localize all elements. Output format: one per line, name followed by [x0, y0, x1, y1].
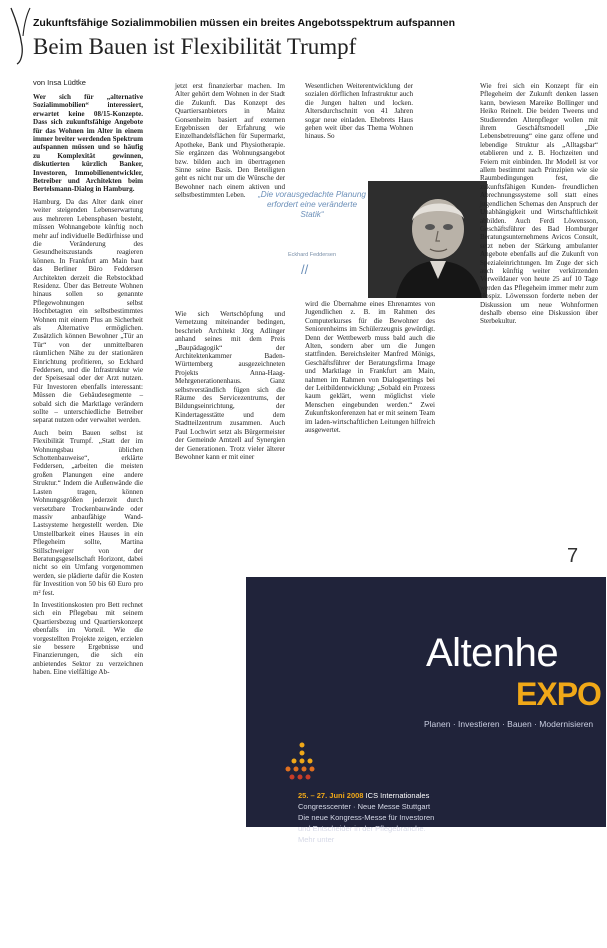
body-paragraph: In Investitionskosten pro Bett rechnet sich ein Pflegebau mit seinem Quartiersbezug und Quartierskonzept ebenfalls im Vorteil. Wie die vorgestellten Projekte zeigen, erzielen sie bessere Ergebnisse und Finanzierungen, die sich ein anbietendes Sektor zu verzeichnen haben. Eine vielfältige Ab- [33, 600, 143, 677]
column-3-continued [305, 300, 435, 570]
ad-title: Altenhe [426, 631, 559, 675]
ad-website-line[interactable] [298, 835, 422, 844]
body-paragraph: wird die Übernahme eines Ehrenamtes von Jugendlichen z. B. im Rahmen des Computerkurses für die Bewohner des Seniorenheims im Schülerzeugnis gewürdigt. Denn der Wettbewerb muss bald auch die Alten, sondern aber um die Jungen stattfinden. Bereichsleiter Manfred Mönigs, Geschäftsführer der Beratungsfirma Image und Marktlage in Frankfurt am Main, nahmen im Rahmen von Dialogsettings bei der Leitbildentwicklung: „Sobald ein Prozess kaum geklärt, wenn möglichst viele Menschen eingebunden werden.“ Zwei Zukunftskonferenzen hat er mit seinem Team im laden-wirtschaftlichen Leitungen hilfreich ausgewertet. [305, 300, 435, 435]
ad-venue-line: Congresscenter · Neue Messe Stuttgart [298, 802, 431, 811]
article-kicker: Zukunftsfähige Sozialimmobilien müssen ein breites Angebotsspektrum aufspannen [33, 17, 456, 29]
ad-expo-logo: EXPO [516, 676, 601, 712]
column-3 [305, 82, 413, 162]
swoosh-decoration [8, 6, 34, 66]
author-signature-mark: 7 [567, 545, 579, 567]
body-paragraph: Hamburg. Da das Alter dank einer weiter steigenden Lebenserwartung aus mehreren Lebensphasen besteht, müssen Wohnangebote künftig noch mehr auf individuelle Bedürfnisse und die Veränderung des Gesundheitszustands reagieren können. In Frankfurt am Main baut das Berliner Büro Feddersen Architekten derzeit die Rebstockbad Residenz. Über das Betreute Wohnen hinaus sollen so genannte Pflegewohnungen selbst Hochbetagten ein selbstbestimmtes Wohnen mit einem Plus an Sicherheit als Alternative ermöglichen. Zusätzlich können Bewohner „Tür an Tür“ von der unmittelbaren räumlichen Nähe zu der stationären Einrichtung profitieren, so Eckhard Feddersen, und die Infrastruktur wie der Speisesaal oder der Arzt nutzen. Für Investoren ebenfalls interessant: Müssen die Gebäudesegmente – sobald sich die Marktlage verändern sollte – unterschiedliche Betreiber separat nutzen oder verwaltet werden. [33, 197, 143, 425]
portrait-illustration [368, 181, 487, 298]
column-2-continued [175, 310, 285, 490]
body-paragraph: Wie frei sich ein Konzept für ein Pflegeheim der Zukunft denken lassen kann, bewiesen Mareike Bollinger und Heiko Reinelt. Die beiden Tweens und Studierenden Altenpfleger wollen mit ihrem Geschäftsmodell „Die Lebensbetreuung“ eine ganz offene und lebendige Struktur als „Alltagsbar“ etablieren und z. B. Hochzeiten und Feiern mit einbinden. Ihr Modell ist vor allem bestimmt nach Prinzipien wie sie Raumbedingungen fest, die zukunftsfähigen Kunden- freundlichen Abrechnungssysteme soll statt eines jugendlichen Schemas den Anspruch der Unabhängigkeit und Wirtschaftlichkeit abbilden. Auch Ferdi Löwensson, Geschäftsführer des Bad Homburger Beratungsunternehmens Avicos Consult, setzt neben der Stärkung ambulanter Angebote ebenfalls auf die Zukunft von Spezialeinrichtungen. Im Zuge der sich auch künftig weiter verkürzenden Verweildauer von heute 25 auf 10 Tage werden das Pflegeheim immer mehr zum Hospiz. Löwensson forderte neben der Diskussion um neue Wohnformen deshalb ebenso eine Diskussion über Sterbekultur. [480, 82, 598, 326]
lead-paragraph: Wer sich für „alternative Sozialimmobilien“ interessiert, erwartet keine 08/15-Konzepte. Dass sich zukunftsfähige Angebote für das Wohnen im Alter in einem immer breiter werdenden Spektrum aufspannen müssen und so häufig zu Komplexität gewinnen, diskutierten kürzlich Banker, Investoren, Immobilienentwickler, Betreiber und Architekten beim Bertelsmann-Dialog in Hamburg. [33, 93, 143, 194]
column-4 [480, 82, 598, 542]
ad-website-link[interactable]: www.altenheim-expo.de [336, 835, 422, 844]
ad-description-line: Die neue Kongress-Messe für Investoren [298, 813, 435, 822]
ad-date-value: 25. – 27. Juni 2008 [298, 791, 364, 800]
ad-venue: ICS Internationales [365, 791, 430, 800]
body-paragraph: Wesentlichen Weiterentwicklung der sozialen dörflichen Infrastruktur auch die Jungen halten und locken. Altersdurchschnitt von 41 Jahren sogar neue einladen. Ehebrets Haus gehen weit über das Thema Wohnen hinaus. So [305, 82, 413, 141]
ad-more-label: Mehr unter [298, 835, 335, 844]
column-1 [33, 93, 143, 933]
quote-mark-icon: // [301, 262, 309, 277]
ad-description-line: und Entscheider in der Pflegebranche. [298, 824, 426, 833]
pull-quote-source: Eckhard Feddersen [288, 252, 336, 258]
pull-quote: „Die vorausgedachte Planung erfordert eine veränderte Statik“ [258, 190, 366, 219]
article-byline: von Insa Lüdtke [33, 78, 86, 87]
body-paragraph: jetzt erst finanzierbar machen. Im Alter gehört dem Wohnen in der Stadt die Zukunft. Das Konzept des Quartiersanbieters in Mainz Gonsenheim basiert auf externen Ergebnissen der Erfahrung wie Einzelhandelsflächen für Supermarkt, Apotheke, Bank und Physiotherapie. Sie ergänzen das Wohnungsangebot bzw. bilden auch im übertragenen Sinne seine Basis. Den Beteiligten geht es nicht nur um die Wünsche der Bewohner nach einem aktiven und selbstbestimmten Leben. [175, 82, 285, 200]
body-paragraph: Auch beim Bauen selbst ist Flexibilität Trumpf. „Statt der im Wohnungsbau üblichen Schottenbauweise“, erklärte Feddersen, „arbeiten die meisten großen Planungen eine andere Struktur.“ Indem die Außenwände die Lasten tragen, können Wohnungsgrößen jederzeit durch versetzbare Trockenbauwände oder massiv anbaufähige Wand-Lastsysteme hergestellt werden. Die Umstellbarkeit eines Hauses in ein Pflegeheim sollte, Martina Stillschweiger von der Beratungsgesellschaft Horizont, dabei nicht so ein Umfang vorgenommen werden, sie plädierte dafür die Kosten für Investition von 50 bis 60 Euro pro m² fest. [33, 428, 143, 597]
advertisement-banner[interactable] [246, 577, 606, 844]
body-paragraph: Wie sich Wertschöpfung und Vernetzung miteinander bedingen, beschrieb Architekt Jörg Adlinger anhand seines mit dem Preis „Baupädagogik“ der Architektenkammer Baden-Württemberg ausgezeichneten Projekts Anna-Haag-Mehrgenerationenhaus. Ganz selbstverständlich fügen sich die Räume des Servicezentrums, der Bildungseinrichtung, der Kindertagesstätte und dem Stadtteilzentrum zusammen. Auch Paul Lochwirt setzt als Bürgermeister der Gemeinde Amtzell auf Synergien der Generationen. Trotz vieler älterer Bewohner kann er mit einer [175, 310, 285, 461]
ad-tagline: Planen · Investieren · Bauen · Modernisieren [424, 719, 594, 729]
article-headline: Beim Bauen ist Flexibilität Trumpf [33, 34, 357, 59]
portrait-photo [368, 181, 487, 298]
ad-event-date [298, 791, 429, 800]
